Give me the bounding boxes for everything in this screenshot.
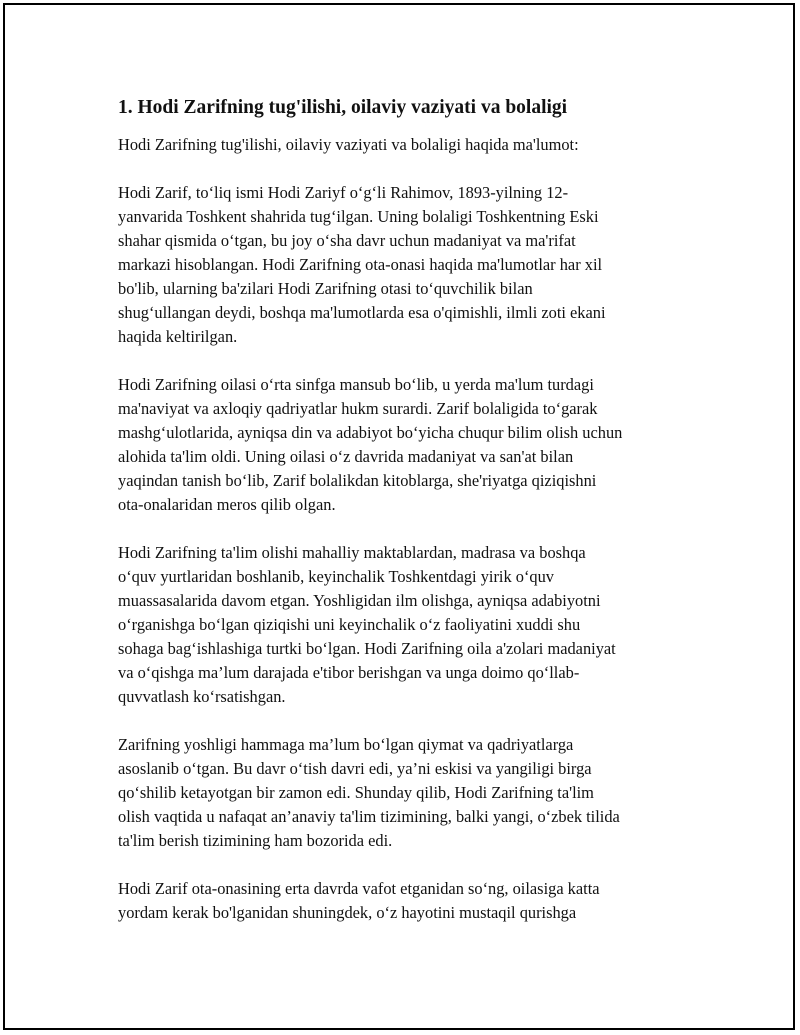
text-line: alohida ta'lim oldi. Uning oilasi o‘z davrida madaniyat va san'at bilan	[118, 447, 574, 466]
text-line: qo‘shilib ketayotgan bir zamon edi. Shunday qilib, Hodi Zarifning ta'lim	[118, 783, 594, 802]
paragraph-birth	[118, 181, 688, 349]
text-line: haqida keltirilgan.	[118, 327, 238, 346]
text-line: sohaga bag‘ishlashiga turtki bo‘lgan. Hodi Zarifning oila a'zolari madaniyat	[118, 639, 616, 658]
paragraph-later-life	[118, 877, 688, 925]
text-line: yordam kerak bo'lganidan shuningdek, o‘z hayotini mustaqil qurishga	[118, 903, 577, 922]
text-line: ota-onalaridan meros qilib olgan.	[118, 495, 336, 514]
paragraph-family	[118, 373, 688, 517]
text-line: Hodi Zarifning oilasi o‘rta sinfga mansub bo‘lib, u yerda ma'lum turdagi	[118, 375, 594, 394]
text-line: yanvarida Toshkent shahrida tug‘ilgan. Uning bolaligi Toshkentning Eski	[118, 207, 599, 226]
document-title: 1. Hodi Zarifning tug'ilishi, oilaviy vaziyati va bolaligi	[118, 97, 568, 118]
text-line: Hodi Zarif ota-onasining erta davrda vafot etganidan so‘ng, oilasiga katta	[118, 879, 600, 898]
text-line: va o‘qishga ma’lum darajada e'tibor berishgan va unga doimo qo‘llab-	[118, 663, 580, 682]
text-line: Hodi Zarifning ta'lim olishi mahalliy maktablardan, madrasa va boshqa	[118, 543, 586, 562]
text-line: mashg‘ulotlarida, ayniqsa din va adabiyot bo‘yicha chuqur bilim olish uchun	[118, 423, 623, 442]
text-line: ma'naviyat va axloqiy qadriyatlar hukm surardi. Zarif bolaligida to‘garak	[118, 399, 598, 418]
text-line: shahar qismida o‘tgan, bu joy o‘sha davr uchun madaniyat va ma'rifat	[118, 231, 576, 250]
text-line: shug‘ullangan deydi, boshqa ma'lumotlarda esa o'qimishli, ilmli zoti ekani	[118, 303, 606, 322]
text-line: ta'lim berish tizimining ham bozorida edi.	[118, 831, 393, 850]
paragraph-youth	[118, 733, 688, 853]
paragraph-intro	[118, 133, 688, 157]
text-line: quvvatlash ko‘rsatishgan.	[118, 687, 286, 706]
text-line: muassasalarida davom etgan. Yoshligidan ilm olishga, ayniqsa adabiyotni	[118, 591, 601, 610]
text-line: Hodi Zarifning tug'ilishi, oilaviy vaziyati va bolaligi haqida ma'lumot:	[118, 135, 579, 154]
text-line: yaqindan tanish bo‘lib, Zarif bolalikdan kitoblarga, she'riyatga qiziqishni	[118, 471, 597, 490]
text-line: o‘rganishga bo‘lgan qiziqishi uni keyinchalik o‘z faoliyatini xuddi shu	[118, 615, 581, 634]
text-line: bo'lib, ularning ba'zilari Hodi Zarifning otasi to‘quvchilik bilan	[118, 279, 533, 298]
text-line: markazi hisoblangan. Hodi Zarifning ota-onasi haqida ma'lumotlar har xil	[118, 255, 603, 274]
document-body	[118, 95, 688, 949]
text-line: asoslanib o‘tgan. Bu davr o‘tish davri edi, ya’ni eskisi va yangiligi birga	[118, 759, 592, 778]
text-line: Hodi Zarif, to‘liq ismi Hodi Zariyf o‘g‘li Rahimov, 1893-yilning 12-	[118, 183, 569, 202]
paragraph-education	[118, 541, 688, 709]
text-line: Zarifning yoshligi hammaga ma’lum bo‘lgan qiymat va qadriyatlarga	[118, 735, 574, 754]
text-line: o‘quv yurtlaridan boshlanib, keyinchalik Toshkentdagi yirik o‘quv	[118, 567, 555, 586]
text-line: olish vaqtida u nafaqat an’anaviy ta'lim tizimining, balki yangi, o‘zbek tilida	[118, 807, 620, 826]
